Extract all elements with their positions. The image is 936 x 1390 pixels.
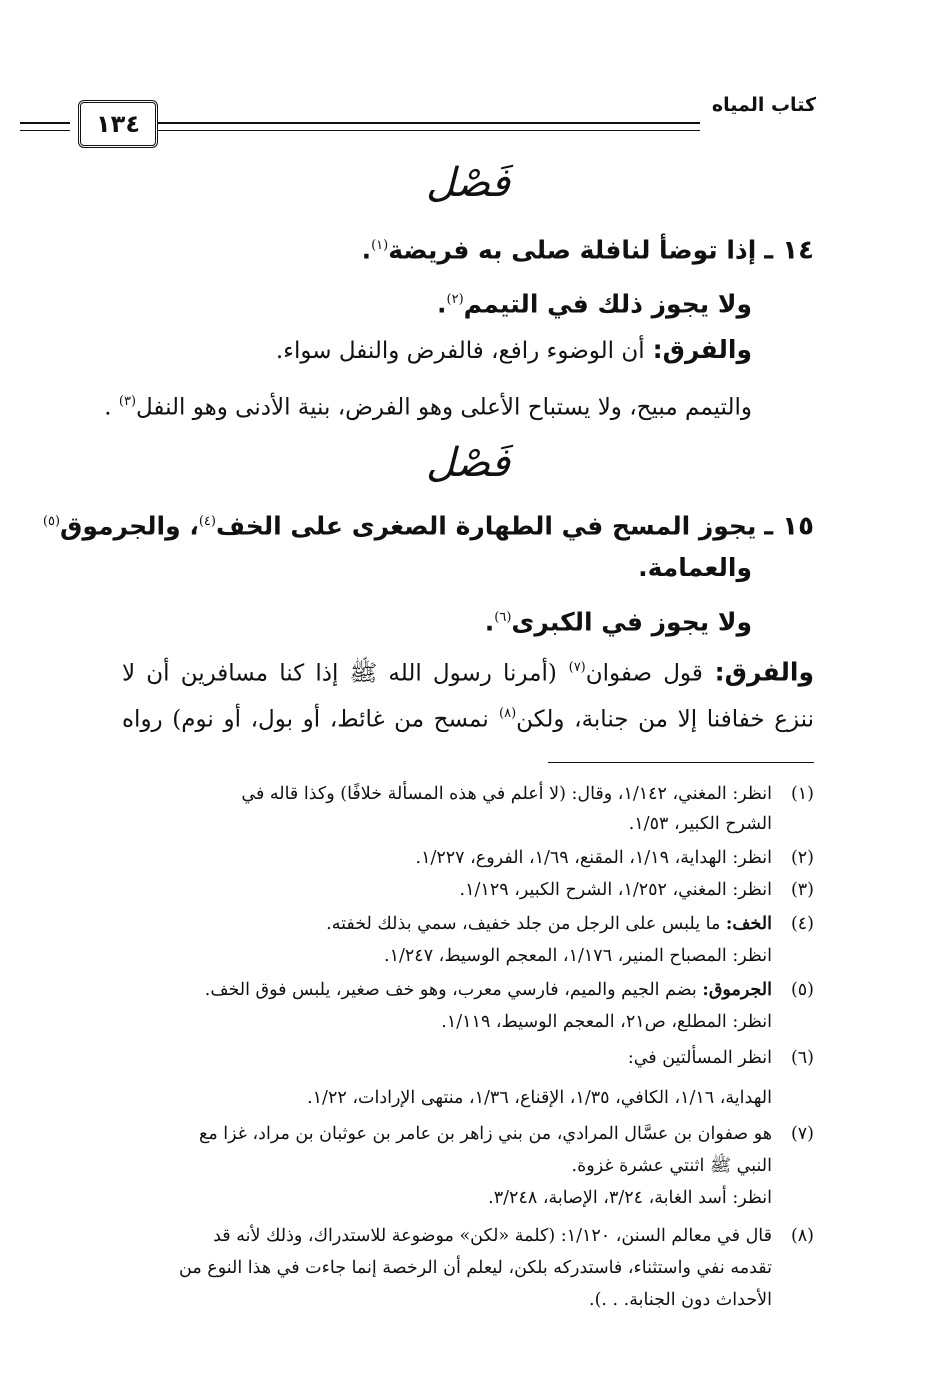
rule-14-difference	[276, 330, 752, 371]
page-header	[80, 92, 816, 148]
rule-negation: ولا يجوز ذلك في التيمم	[463, 289, 752, 319]
difference-label: والفرق:	[652, 335, 752, 364]
difference-text: نمسح من غائط، أو بول، أو نوم) رواه	[122, 706, 489, 733]
footnote-5-cont	[441, 1008, 772, 1036]
footnote-text: انظر المسألتين في:	[627, 1048, 772, 1068]
footnote-6-cont	[307, 1084, 772, 1112]
footnote-ref: (٨)	[499, 706, 517, 721]
footnote-text: هو صفوان بن عسَّال المرادي، من بني زاهر بن عامر بن عوثبان بن مراد، غزا مع	[199, 1124, 772, 1144]
header-rule	[80, 122, 700, 131]
footnote-number: (٦)	[790, 1048, 814, 1068]
header-rule-left	[20, 122, 70, 131]
rule-15-difference	[122, 648, 814, 693]
footnote-ref: (٢)	[446, 292, 464, 307]
footnote-3	[460, 876, 814, 904]
footnote-number: (٤)	[790, 914, 814, 934]
difference-text: قول صفوان	[585, 660, 703, 687]
difference-text: والتيمم مبيح، ولا يستباح الأعلى وهو الفرض، بنية الأدنى وهو النفل	[136, 394, 752, 421]
rule-14-difference-2: والتيمم مبيح، ولا يستباح الأعلى وهو الفرض، بنية الأدنى وهو النفل$^{(٣)}$ .	[104, 394, 752, 421]
rule-statement: ، والجرموق	[60, 511, 199, 541]
difference-text: ننزع خفافنا إلا من جنابة، ولكن	[516, 706, 814, 733]
rule-statement: والعمامة.	[638, 553, 752, 582]
footnote-ref: (٣)	[118, 394, 137, 409]
rule-number: ١٥ ـ	[764, 511, 814, 542]
difference-text: أن الوضوء رافع، فالفرض والنفل سواء.	[275, 338, 645, 364]
footnote-text: انظر: المغني، ١/١٤٢، وقال: (لا أعلم في هذه المسألة خلافًا) وكذا قاله في	[241, 784, 772, 804]
footnote-text: الهداية، ١/١٦، الكافي، ١/٣٥، الإقناع، ١/٣٦، منتهى الإرادات، ١/٢٢.	[307, 1088, 772, 1108]
rule-15-statement	[43, 502, 814, 546]
footnote-7-cont-2	[488, 1184, 772, 1212]
footnote-text: انظر: المغني، ١/٢٥٢، الشرح الكبير، ١/١٢٩.	[459, 880, 772, 900]
footnote-text: الأحداث دون الجنابة. . .).	[589, 1290, 772, 1310]
footnote-ref: (٦)	[494, 610, 512, 625]
footnote-8-cont-2	[589, 1286, 772, 1314]
footnote-6	[628, 1044, 814, 1072]
footnote-1	[241, 780, 814, 808]
page-number: ١٣٤	[78, 100, 158, 148]
footnote-text: تقدمه نفي واستثناء، فاستدركه بلكن، ليعلم أن الرخصة إنما جاءت في هذا النوع من	[179, 1258, 772, 1278]
footnote-4	[326, 910, 814, 938]
rule-statement: إذا توضأ لنافلة صلى به فريضة	[388, 235, 757, 265]
footnote-text: الشرح الكبير، ١/٥٣.	[628, 814, 772, 834]
footnote-8	[213, 1222, 814, 1250]
footnote-term: الخف:	[725, 914, 772, 934]
footnote-number: (٥)	[790, 980, 814, 1000]
rule-statement: يجوز المسح في الطهارة الصغرى على الخف	[215, 511, 757, 541]
difference-label: والفرق:	[714, 657, 814, 687]
footnote-text: انظر: أسد الغابة، ٣/٢٤، الإصابة، ٣/٢٤٨.	[488, 1188, 772, 1208]
rule-number: ١٤ ـ	[764, 235, 814, 266]
footnote-ref: (٤)	[198, 514, 216, 529]
footnote-number: (١)	[790, 784, 814, 804]
section-heading-2: فَصْل	[425, 440, 511, 486]
footnote-number: (٧)	[790, 1124, 814, 1144]
footnote-8-cont	[179, 1254, 772, 1282]
footnote-text: النبي ﷺ اثنتي عشرة غزوة.	[571, 1156, 772, 1176]
footnote-text: انظر: الهداية، ١/١٩، المقنع، ١/٦٩، الفروع، ١/٢٢٧.	[415, 848, 772, 868]
footnote-ref: (٧)	[568, 660, 586, 675]
footnote-text: بضم الجيم والميم، فارسي معرب، وهو خف صغير، يلبس فوق الخف.	[204, 980, 697, 1000]
footnote-text: انظر: المصباح المنير، ١/١٧٦، المعجم الوسيط، ١/٢٤٧.	[384, 946, 772, 966]
footnote-7-cont	[572, 1152, 772, 1180]
rule-14-statement: ١٤ ـ إذا توضأ لنافلة صلى به فريضة$^{(١)}$.	[361, 235, 814, 266]
footnote-divider	[548, 762, 814, 763]
footnote-number: (٣)	[790, 880, 814, 900]
footnote-text: قال في معالم السنن، ١/١٢٠: (كلمة «لكن» موضوعة للاستدراك، وذلك لأنه قد	[213, 1226, 772, 1246]
section-heading-1: فَصْل	[425, 160, 511, 206]
footnote-7	[199, 1120, 814, 1148]
footnote-ref: (٥)	[42, 514, 61, 529]
difference-text: (أمرنا رسول الله ﷺ إذا كنا مسافرين أن لا	[122, 660, 557, 687]
footnote-2	[416, 844, 815, 872]
footnote-5	[205, 976, 814, 1004]
rule-14-negation: ولا يجوز ذلك في التيمم$^{(٢)}$.	[437, 289, 752, 319]
book-title: كتاب المياه	[711, 94, 816, 116]
footnote-text: ما يلبس على الرجل من جلد خفيف، سمي بذلك لخفته.	[326, 914, 721, 934]
footnote-text: انظر: المطلع، ص٢١، المعجم الوسيط، ١/١١٩.	[441, 1012, 772, 1032]
footnote-4-cont	[384, 942, 772, 970]
rule-15-statement-cont	[638, 548, 752, 588]
rule-15-difference-2	[122, 694, 814, 739]
footnote-number: (٨)	[790, 1226, 814, 1246]
footnote-1-cont	[629, 810, 772, 838]
rule-15-negation: ولا يجوز في الكبرى$^{(٦)}$.	[484, 607, 752, 637]
footnote-number: (٢)	[790, 848, 814, 868]
footnote-ref: (١)	[371, 238, 389, 253]
footnote-term: الجرموق:	[702, 980, 772, 1000]
rule-negation: ولا يجوز في الكبرى	[511, 607, 752, 637]
